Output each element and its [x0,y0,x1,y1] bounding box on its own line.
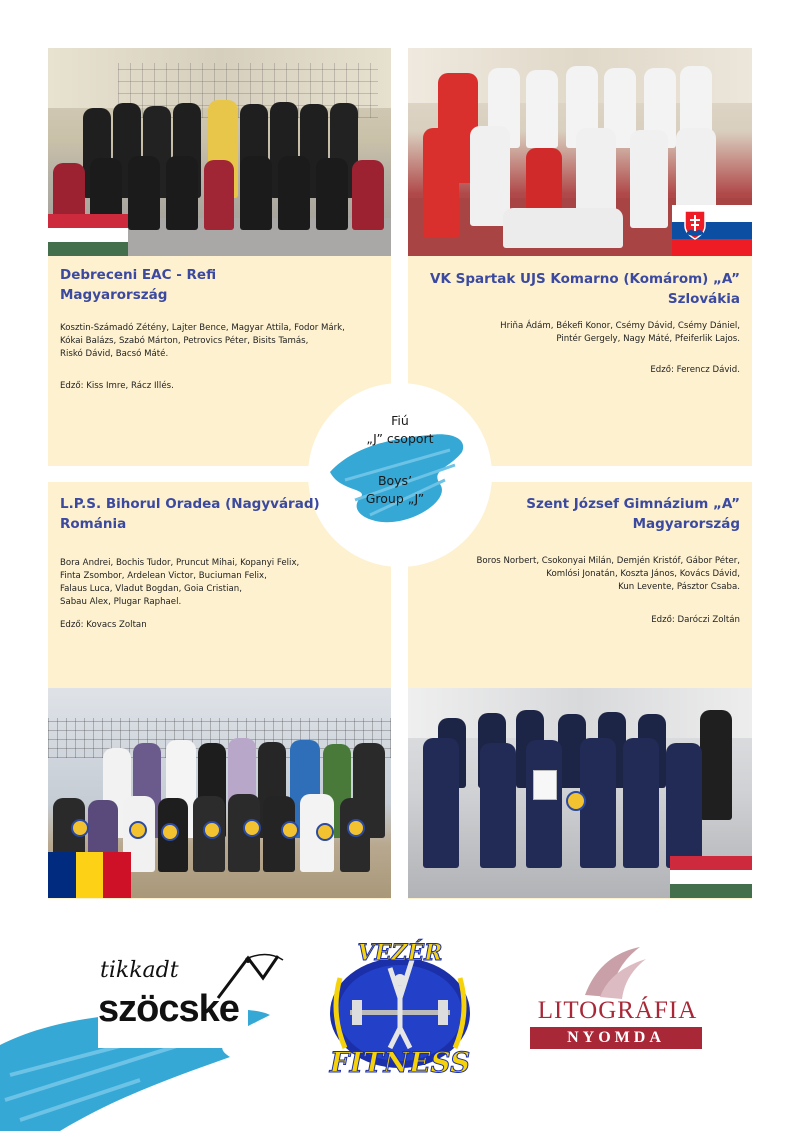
team-name-szent-jozsef [412,494,740,534]
players-2-line2: Pintér Gergely, Nagy Máté, Pfeiferlik Lajos. [556,334,740,344]
group-hu-line1: Fiú [391,413,409,428]
team-country-3: Románia [60,516,127,532]
logo-vezer-fitness [320,938,480,1083]
team-country-4: Magyarország [632,516,740,532]
team-name-oradea [60,494,380,534]
flag-hungary-1 [48,214,128,256]
group-en-line1: Boys’ [377,473,413,488]
nyomda-text: NYOMDA [567,1029,665,1046]
players-3-line4: Sabau Alex, Plugar Raphael. [60,597,182,607]
players-1-line3: Riskó Dávid, Bacsó Máté. [60,349,169,359]
coach-debrecen: Edző: Kiss Imre, Rácz Illés. [60,381,174,391]
player-list-debrecen [60,322,390,361]
flag-romania [48,852,131,898]
players-1-line2: Kókai Balázs, Szabó Márton, Petrovics Péter, Bisits Tamás, [60,336,309,346]
coach-szent-jozsef: Edző: Daróczi Zoltán [651,615,740,625]
team-name-komarno [412,269,740,309]
player-list-oradea [60,557,390,609]
group-en-line2: Group „J” [365,491,425,506]
players-4-line2: Komlósi Jonatán, Koszta János, Kovács Dávid, [546,569,740,579]
team-title-4: Szent József Gimnázium „A” [526,496,740,512]
coach-oradea: Edző: Kovacs Zoltan [60,620,147,630]
tikkadt-small-text: tikkadt [100,958,179,983]
group-hu-line2: „J” csoport [366,431,434,446]
players-1-line1: Kosztin-Számadó Zétény, Lajter Bence, Magyar Attila, Fodor Márk, [60,323,345,333]
group-label-hu [340,412,460,448]
slovak-coat-of-arms-icon [684,210,706,240]
players-2-line1: Hriňa Ádám, Békefi Konor, Csémy Dávid, Csémy Dániel, [500,321,740,331]
team-country-1: Magyarország [60,287,168,303]
team-country-2: Szlovákia [667,291,740,307]
coach-komarno: Edző: Ferencz Dávid. [650,365,740,375]
team-title-1: Debreceni EAC - Refi [60,267,217,283]
players-4-line3: Kun Levente, Pásztor Csaba. [618,582,740,592]
flag-hungary-2 [670,856,752,898]
tikkadt-big-text: szöcske [98,988,239,1030]
player-list-szent-jozsef [412,555,740,594]
players-3-line2: Finta Zsombor, Ardelean Victor, Buciuman Felix, [60,571,267,581]
players-4-line1: Boros Norbert, Csokonyai Milán, Demjén Kristóf, Gábor Péter, [476,556,740,566]
team-title-3: L.P.S. Bihorul Oradea (Nagyvárad) [60,496,320,512]
grasshopper-icon [208,948,288,1018]
player-list-komarno [412,320,740,346]
players-3-line3: Falaus Luca, Vladut Bogdan, Goia Cristian, [60,584,242,594]
logo-tikkadt-szocske [78,948,288,1048]
litografia-text: LITOGRÁFIA [537,997,698,1024]
players-3-line1: Bora Andrei, Bochis Tudor, Pruncut Mihai, Kopanyi Felix, [60,558,300,568]
vezer-bottom-text: FITNESS [329,1046,471,1079]
team-name-debrecen [60,265,380,305]
team-title-2: VK Spartak UJS Komarno (Komárom) „A” [430,271,740,287]
logo-litografia-nyomda [525,945,710,1055]
vezer-top-text: VEZÉR [357,940,443,966]
